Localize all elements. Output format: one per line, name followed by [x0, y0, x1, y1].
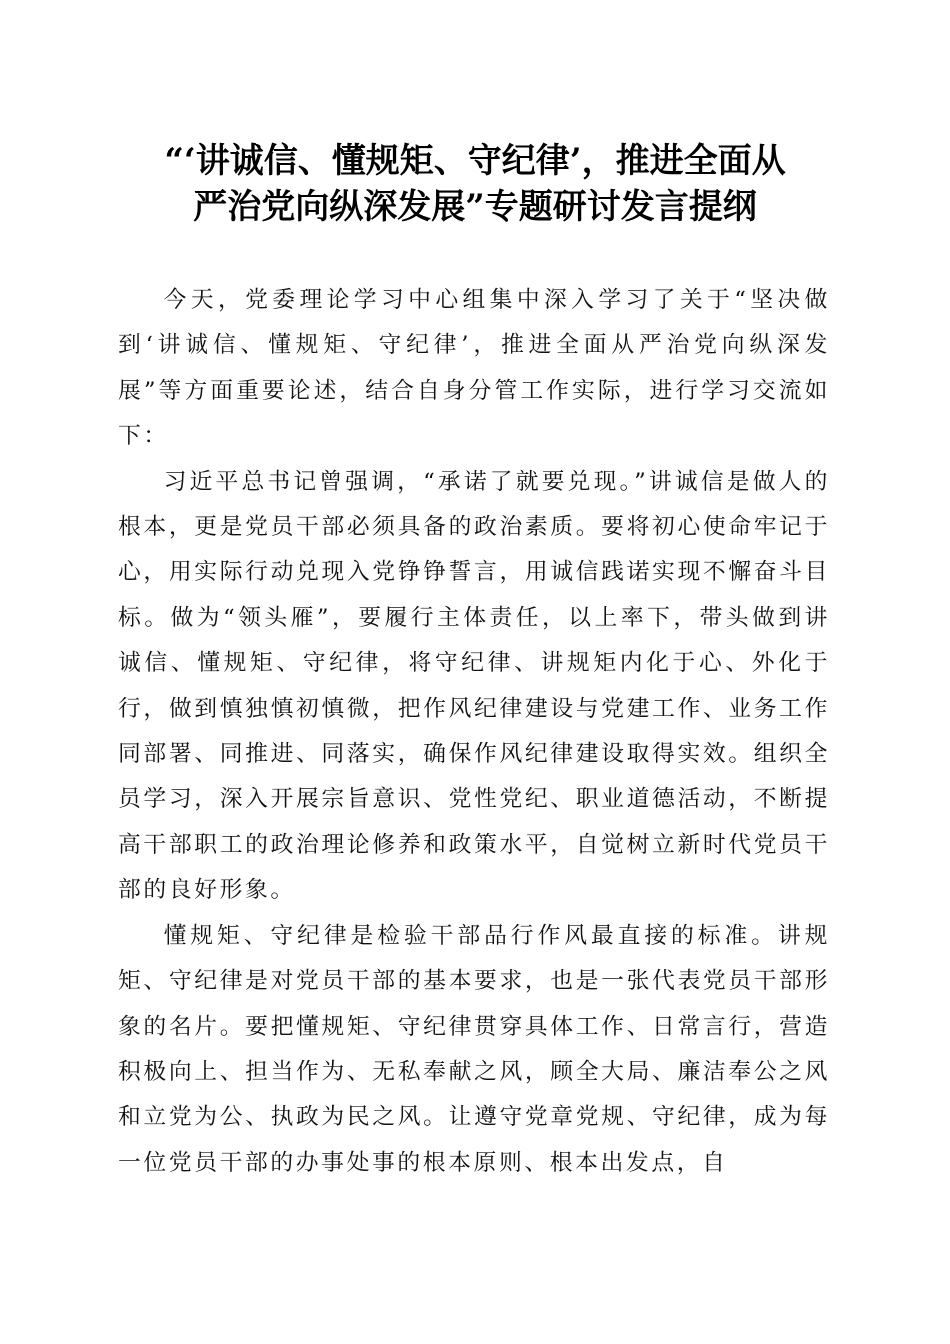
- paragraph-rules-discipline: 懂规矩、守纪律是检验干部品行作风最直接的标准。讲规矩、守纪律是对党员干部的基本要求，也是一张代表党员干部形象的名片。要把懂规矩、守纪律贯穿具体工作、日常言行，营造积极向上、担当作为、无私奉献之风，顾全大局、廉洁奉公之风和立党为公、执政为民之风。让遵守党章党规、守纪律，成为每一位党员干部的办事处事的根本原则、根本出发点，自: [118, 922, 830, 1176]
- document-title: [100, 138, 850, 230]
- title-line-1: “‘讲诚信、懂规矩、守纪律’，推进全面从: [164, 141, 786, 181]
- title-line-2: 严治党向纵深发展”专题研讨发言提纲: [193, 187, 757, 227]
- paragraph-intro: 今天，党委理论学习中心组集中深入学习了关于“坚决做到‘讲诚信、懂规矩、守纪律’，推进全面从严治党向纵深发展”等方面重要论述，结合自身分管工作实际，进行学习交流如下：: [118, 287, 830, 450]
- paragraph-integrity: 习近平总书记曾强调，“承诺了就要兑现。”讲诚信是做人的根本，更是党员干部必须具备的政治素质。要将初心使命牢记于心，用实际行动兑现入党铮铮誓言，用诚信践诺实现不懈奋斗目标。做为“领头雁”，要履行主体责任，以上率下，带头做到讲诚信、懂规矩、守纪律，将守纪律、讲规矩内化于心、外化于行，做到慎独慎初慎微，把作风纪律建设与党建工作、业务工作同部署、同推进、同落实，确保作风纪律建设取得实效。组织全员学习，深入开展宗旨意识、党性党纪、职业道德活动，不断提高干部职工的政治理论修养和政策水平，自觉树立新时代党员干部的良好形象。: [118, 468, 830, 904]
- document-body: [118, 278, 830, 1186]
